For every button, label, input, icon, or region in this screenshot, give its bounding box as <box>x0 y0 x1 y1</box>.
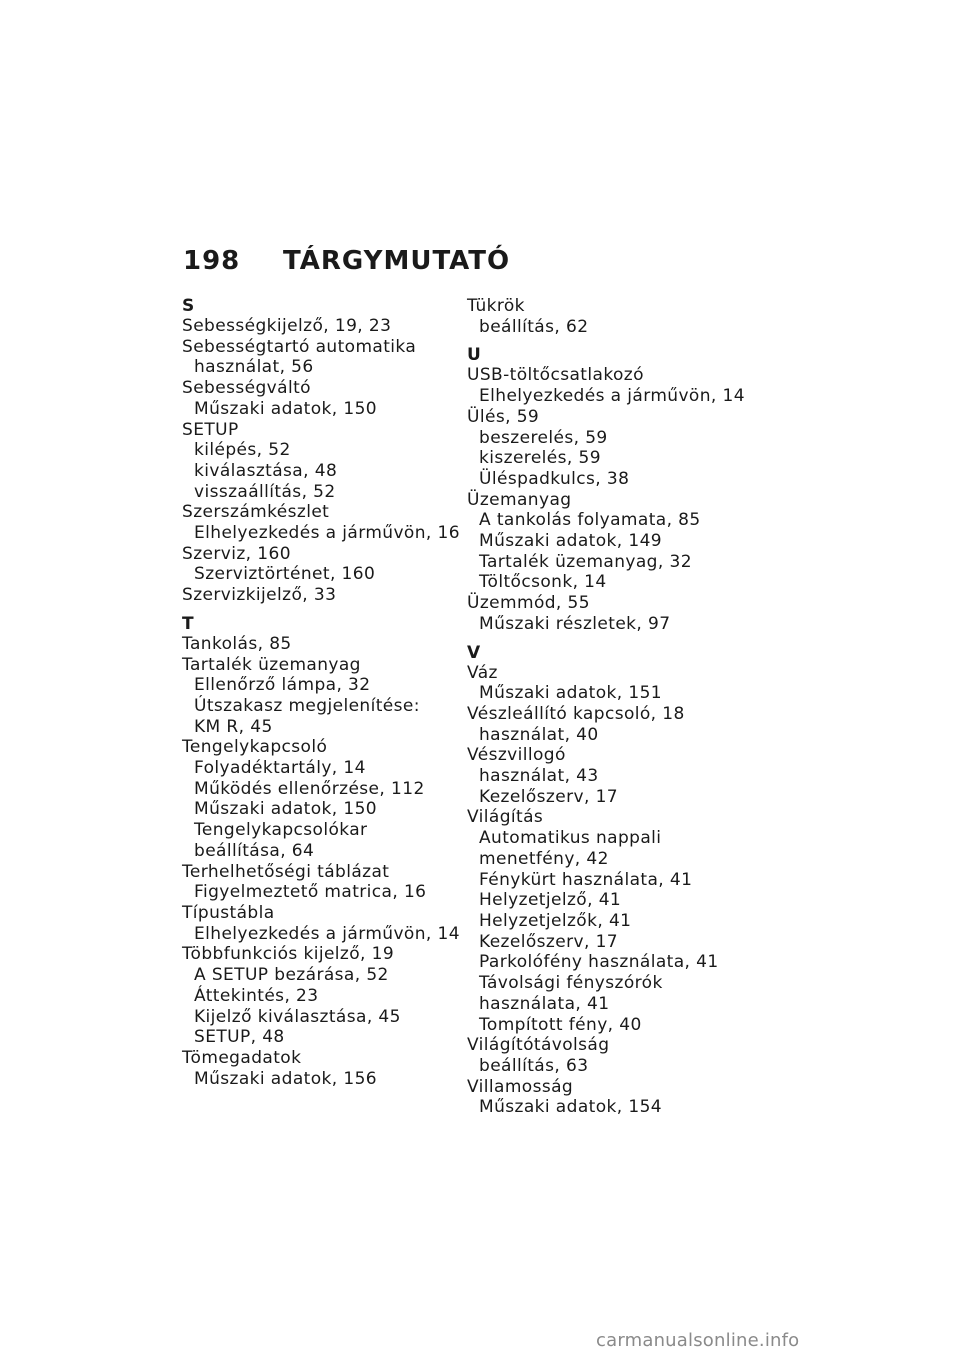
index-subentry: SETUP, 48 <box>194 1027 285 1048</box>
index-letter-heading: V <box>467 642 481 663</box>
index-subentry: Műszaki adatok, 151 <box>479 683 663 704</box>
index-subentry: Műszaki adatok, 149 <box>479 531 663 552</box>
index-entry: Világítótávolság <box>467 1035 610 1056</box>
index-entry: Terhelhetőségi táblázat <box>182 861 390 882</box>
index-subentry: Helyzetjelzők, 41 <box>479 910 632 931</box>
index-subentry: Automatikus nappali <box>479 828 662 849</box>
index-subentry: Elhelyezkedés a járművön, 14 <box>194 923 460 944</box>
index-subentry: visszaállítás, 52 <box>194 481 336 502</box>
index-subentry: Távolsági fényszórók <box>479 973 663 994</box>
index-subentry: Műszaki adatok, 150 <box>194 799 378 820</box>
index-entry: Sebességtartó automatika <box>182 336 417 357</box>
index-subentry: Tartalék üzemanyag, 32 <box>479 551 692 572</box>
index-subentry: Kijelző kiválasztása, 45 <box>194 1006 401 1027</box>
index-entry: Villamosság <box>467 1076 574 1097</box>
index-subentry: A SETUP bezárása, 52 <box>194 965 389 986</box>
index-subentry: Elhelyezkedés a járművön, 16 <box>194 523 460 544</box>
index-entry: Ülés, 59 <box>467 406 540 427</box>
index-entry: USB-töltőcsatlakozó <box>467 365 644 386</box>
index-subentry: Folyadéktartály, 14 <box>194 758 366 779</box>
index-subentry-continued: menetfény, 42 <box>479 848 609 869</box>
index-subentry: Szerviztörténet, 160 <box>194 564 376 585</box>
index-subentry: Parkolófény használata, 41 <box>479 952 719 973</box>
index-subentry: kiválasztása, 48 <box>194 460 338 481</box>
index-subentry: használat, 40 <box>479 724 599 745</box>
index-entry: Üzemmód, 55 <box>467 593 590 614</box>
watermark: carmanualsonline.info <box>596 1330 800 1351</box>
index-subentry: beszerelés, 59 <box>479 427 608 448</box>
index-subentry: Áttekintés, 23 <box>194 985 319 1006</box>
index-entry: Tartalék üzemanyag <box>182 654 361 675</box>
index-subentry: Töltőcsonk, 14 <box>479 572 607 593</box>
index-entry: Típustábla <box>182 902 275 923</box>
index-subentry: Útszakasz megjelenítése: <box>194 695 420 716</box>
page-title: TÁRGYMUTATÓ <box>283 246 511 276</box>
index-subentry-continued: használata, 41 <box>479 993 610 1014</box>
index-subentry: Műszaki adatok, 150 <box>194 398 378 419</box>
index-subentry: kiszerelés, 59 <box>479 448 601 469</box>
index-letter-heading: U <box>467 345 481 366</box>
index-entry: Sebességváltó <box>182 378 311 399</box>
index-subentry: Műszaki adatok, 154 <box>479 1097 663 1118</box>
index-column-right <box>467 296 745 1118</box>
index-entry: Tankolás, 85 <box>182 633 292 654</box>
index-entry: Vészleállító kapcsoló, 18 <box>467 703 685 724</box>
index-entry: SETUP <box>182 419 239 440</box>
index-subentry: Ellenőrző lámpa, 32 <box>194 675 371 696</box>
index-subentry: Műszaki adatok, 156 <box>194 1068 378 1089</box>
index-subentry: Műszaki részletek, 97 <box>479 613 671 634</box>
page-number: 198 <box>183 246 241 276</box>
index-subentry: beállítás, 63 <box>479 1055 589 1076</box>
index-subentry-continued: KM R, 45 <box>194 716 273 737</box>
index-subentry: Tengelykapcsolókar <box>194 820 368 841</box>
index-entry: Szerszámkészlet <box>182 502 330 523</box>
index-subentry: Elhelyezkedés a járművön, 14 <box>479 386 745 407</box>
index-entry: Üzemanyag <box>467 489 572 510</box>
index-entry: Tengelykapcsoló <box>182 737 328 758</box>
index-subentry: Üléspadkulcs, 38 <box>479 468 630 489</box>
index-subentry: használat, 56 <box>194 357 314 378</box>
index-entry: Sebességkijelző, 19, 23 <box>182 316 392 336</box>
index-entry: Szervizkijelző, 33 <box>182 585 337 606</box>
index-letter-heading: S <box>182 296 195 316</box>
index-subentry: Működés ellenőrzése, 112 <box>194 778 425 799</box>
index-entry: Váz <box>467 662 498 683</box>
index-column-left <box>182 296 460 1089</box>
index-subentry: kilépés, 52 <box>194 440 291 461</box>
index-subentry-continued: beállítása, 64 <box>194 840 315 861</box>
index-entry: Tömegadatok <box>182 1047 302 1068</box>
index-subentry: Figyelmeztető matrica, 16 <box>194 882 427 903</box>
index-subentry: Kezelőszerv, 17 <box>479 931 618 952</box>
index-subentry: Kezelőszerv, 17 <box>479 786 618 807</box>
index-entry: Többfunkciós kijelző, 19 <box>182 944 395 965</box>
index-entry: Szerviz, 160 <box>182 543 291 564</box>
index-subentry: használat, 43 <box>479 766 599 787</box>
index-entry: Vészvillogó <box>467 745 566 766</box>
index-subentry: beállítás, 62 <box>479 316 589 337</box>
index-letter-heading: T <box>182 613 194 634</box>
index-subentry: Fénykürt használata, 41 <box>479 869 693 890</box>
index-subentry: A tankolás folyamata, 85 <box>479 510 701 531</box>
index-entry: Tükrök <box>467 296 525 316</box>
index-subentry: Helyzetjelző, 41 <box>479 890 622 911</box>
index-entry: Világítás <box>467 807 544 828</box>
index-subentry: Tompított fény, 40 <box>479 1014 642 1035</box>
